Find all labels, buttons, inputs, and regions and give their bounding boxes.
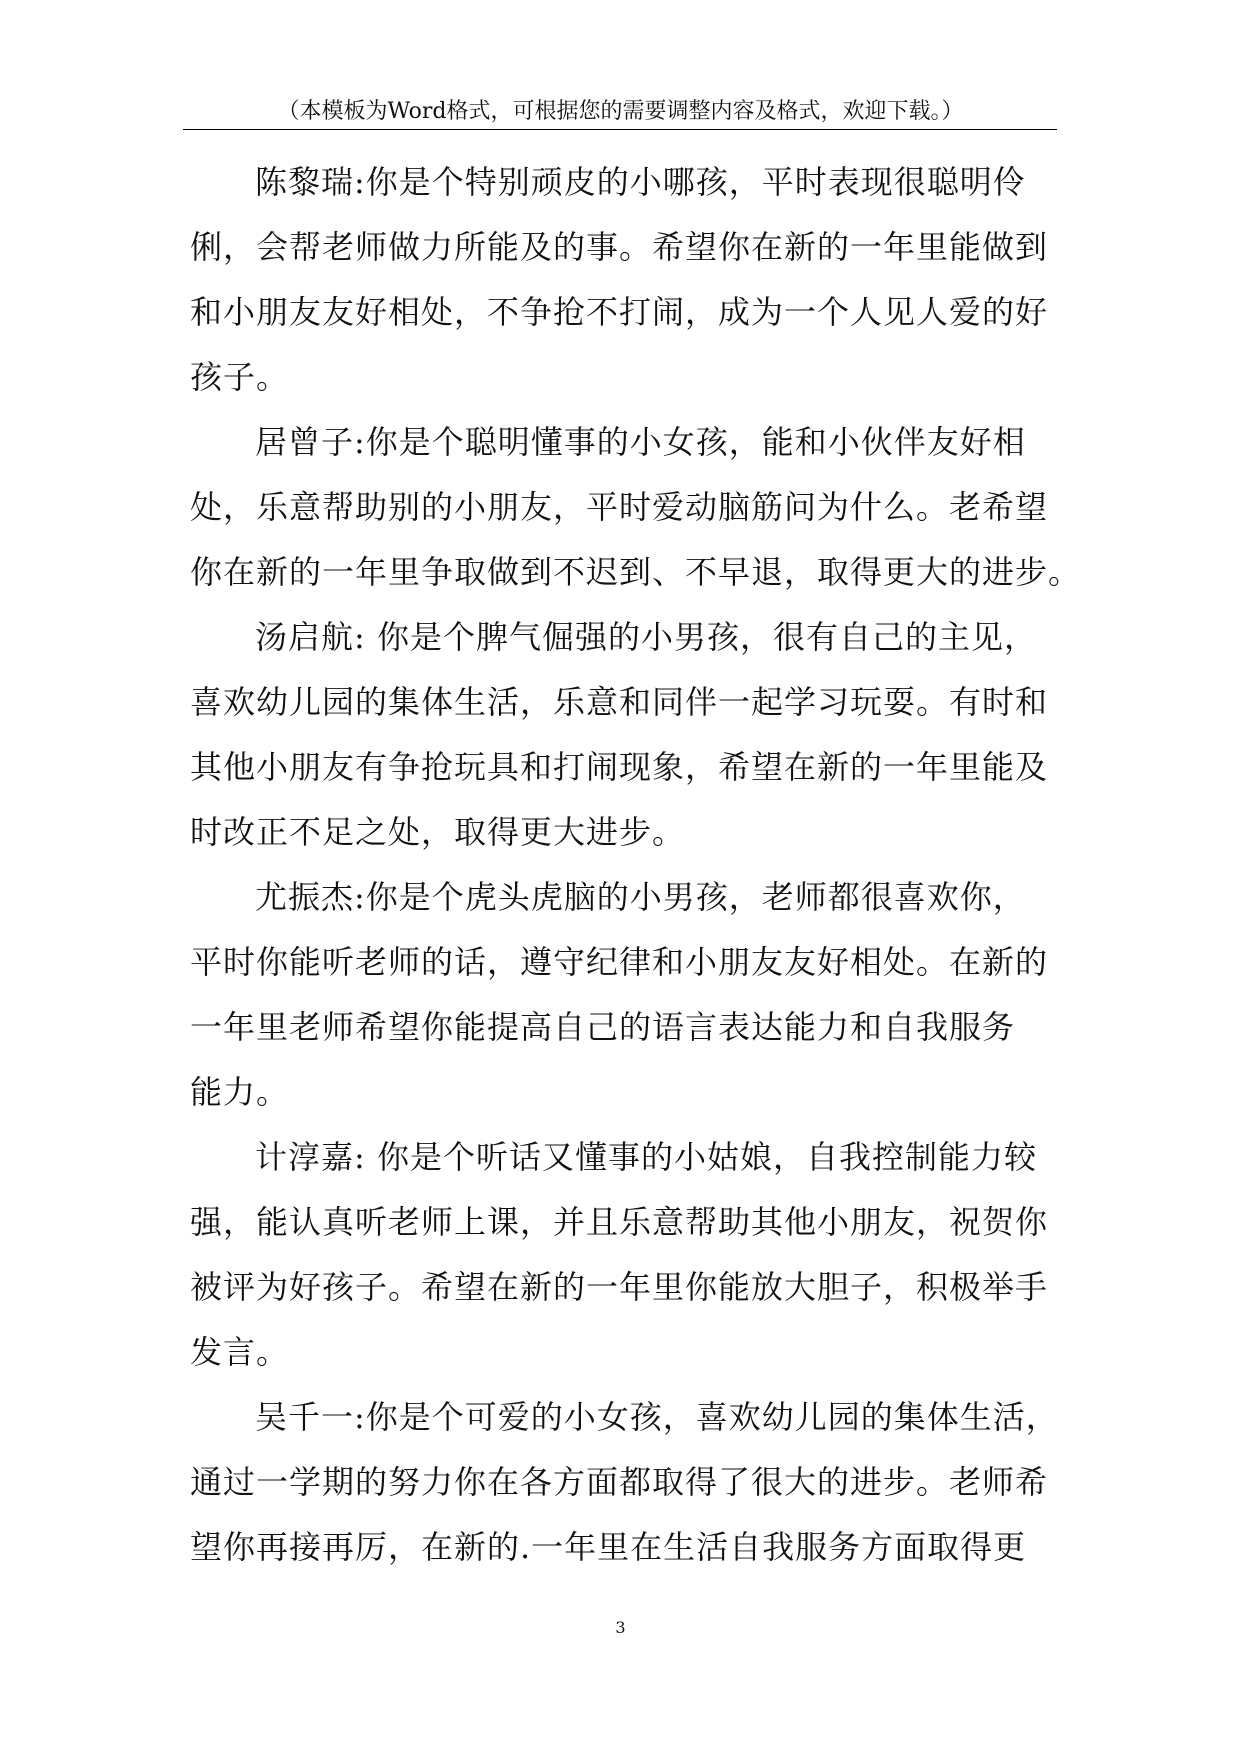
paragraph-line: 陈黎瑞:你是个特别顽皮的小哪孩，平时表现很聪明伶	[255, 163, 1026, 201]
paragraph-line: 望你再接再厉，在新的.一年里在生活自我服务方面取得更	[190, 1528, 1027, 1566]
paragraph-line: 你在新的一年里争取做到不迟到、不早退，取得更大的进步。	[190, 553, 1082, 591]
paragraph-line: 平时你能听老师的话，遵守纪律和小朋友友好相处。在新的	[190, 943, 1049, 981]
paragraph-wu-qian-yi	[190, 1385, 1090, 1580]
document-body	[190, 150, 1090, 1580]
paragraph-line: 其他小朋友有争抢玩具和打闹现象，希望在新的一年里能及	[190, 748, 1049, 786]
header-divider	[183, 129, 1057, 130]
paragraph-line: 居曾子:你是个聪明懂事的小女孩，能和小伙伴友好相	[255, 423, 1026, 461]
paragraph-tang-qi-hang	[190, 605, 1090, 865]
paragraph-line: 吴千一:你是个可爱的小女孩，喜欢幼儿园的集体生活，	[255, 1398, 1059, 1436]
template-note-header: （本模板为Word格式，可根据您的需要调整内容及格式，欢迎下载。）	[277, 99, 964, 124]
paragraph-line: 发言。	[190, 1333, 290, 1371]
paragraph-chen-li-rui	[190, 150, 1090, 410]
paragraph-line: 处，乐意帮助别的小朋友，平时爱动脑筋问为什么。老希望	[190, 488, 1049, 526]
paragraph-line: 尤振杰:你是个虎头虎脑的小男孩，老师都很喜欢你，	[255, 878, 1026, 916]
paragraph-line: 一年里老师希望你能提高自己的语言表达能力和自我服务	[190, 1008, 1016, 1046]
paragraph-line: 通过一学期的努力你在各方面都取得了很大的进步。老师希	[190, 1463, 1049, 1501]
paragraph-line: 被评为好孩子。希望在新的一年里你能放大胆子，积极举手	[190, 1268, 1049, 1306]
paragraph-line: 俐，会帮老师做力所能及的事。希望你在新的一年里能做到	[190, 228, 1049, 266]
paragraph-line: 强，能认真听老师上课，并且乐意帮助其他小朋友，祝贺你	[190, 1203, 1049, 1241]
paragraph-line: 喜欢幼儿园的集体生活，乐意和同伴一起学习玩耍。有时和	[190, 683, 1049, 721]
paragraph-ju-zeng-zi	[190, 410, 1090, 605]
paragraph-line: 能力。	[190, 1073, 290, 1111]
paragraph-line: 和小朋友友好相处，不争抢不打闹，成为一个人见人爱的好	[190, 293, 1049, 331]
paragraph-line: 汤启航: 你是个脾气倔强的小男孩，很有自己的主见，	[255, 618, 1037, 656]
paragraph-line: 时改正不足之处，取得更大进步。	[190, 813, 686, 851]
paragraph-line: 计淳嘉: 你是个听话又懂事的小姑娘，自我控制能力较	[255, 1138, 1037, 1176]
paragraph-line: 孩子。	[190, 358, 290, 396]
paragraph-you-zhen-jie	[190, 865, 1090, 1125]
paragraph-ji-chun-jia	[190, 1125, 1090, 1385]
page-number: 3	[615, 1618, 626, 1637]
